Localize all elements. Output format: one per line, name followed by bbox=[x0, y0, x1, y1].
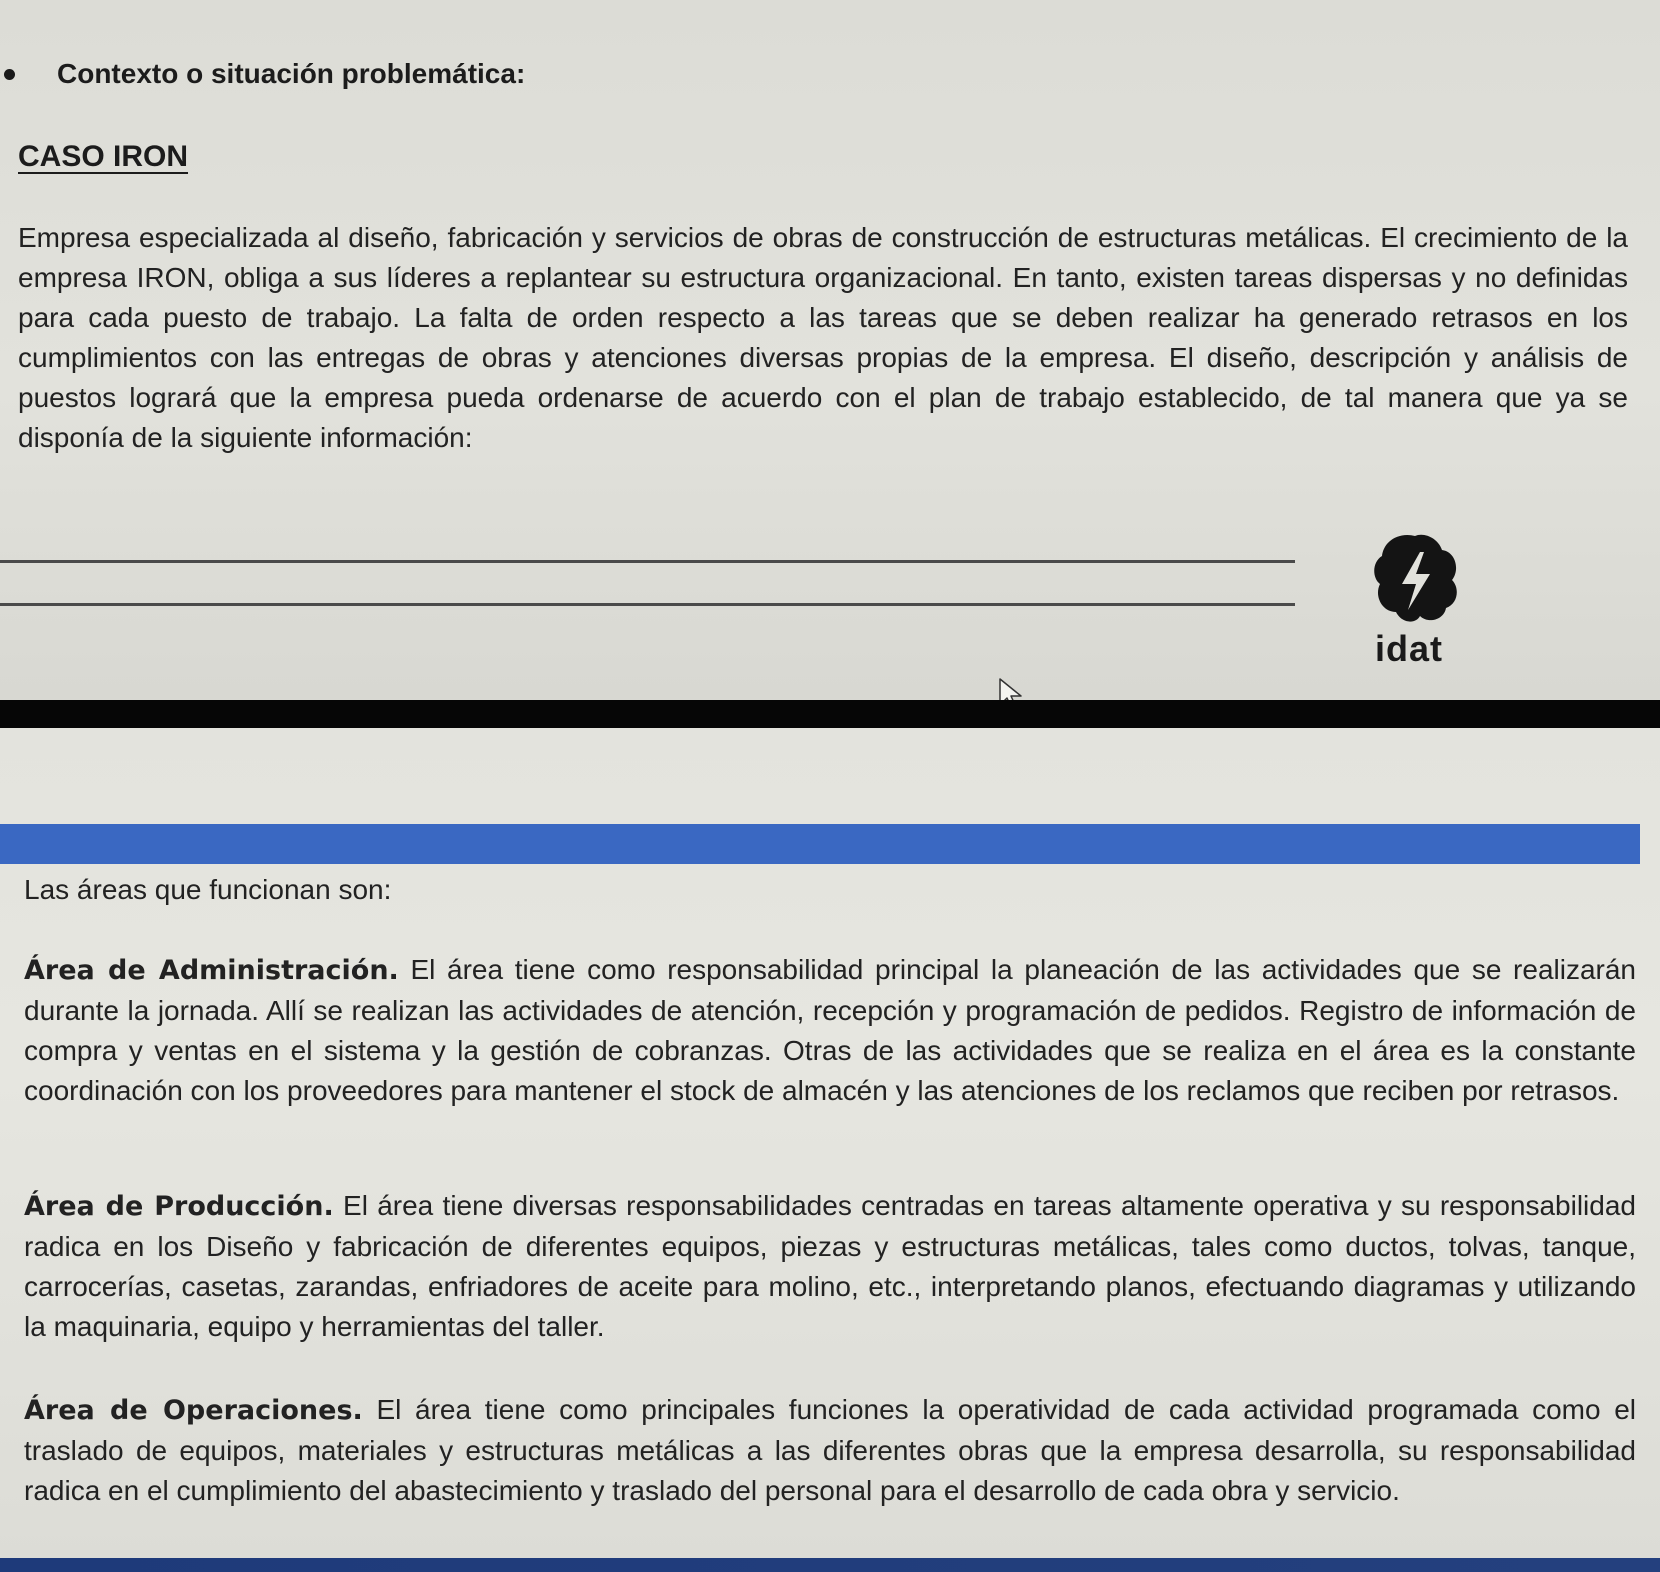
screen-bezel bbox=[0, 700, 1660, 728]
logo-text: idat bbox=[1375, 628, 1444, 669]
context-bullet bbox=[4, 58, 525, 90]
case-title: CASO IRON bbox=[18, 140, 189, 173]
area-production-title: Área de Producción. bbox=[24, 1191, 334, 1222]
divider-line bbox=[0, 603, 1295, 606]
area-admin-title: Área de Administración. bbox=[24, 955, 399, 986]
document-page-top bbox=[0, 0, 1660, 700]
area-production-paragraph bbox=[24, 1186, 1636, 1347]
document-page-bottom bbox=[0, 728, 1660, 1572]
intro-paragraph: Empresa especializada al diseño, fabricación y servicios de obras de construcción de estructuras metálicas. El crecimiento de la empresa IRON, obliga a sus líderes a replantear su estructura organizacional. En tanto, existen tareas dispersas y no definidas para cada puesto de trabajo. La falta de orden respecto a las tareas que se deben realizar ha generado retrasos en los cumplimientos con las entregas de obras y atenciones diversas propias de la empresa. El diseño, descripción y análisis de puestos logrará que la empresa pueda ordenarse de acuerdo con el plan de trabajo establecido, de tal manera que ya se disponía de la siguiente información: bbox=[18, 222, 1628, 453]
area-admin-paragraph bbox=[24, 950, 1636, 1111]
areas-intro: Las áreas que funcionan son: bbox=[24, 874, 392, 905]
brain-lightning-icon bbox=[1370, 530, 1460, 630]
area-production-description: El área tiene diversas responsabilidades centradas en tareas altamente operativa y su responsabilidad radica en los Diseño y fabricación de diferentes equipos, piezas y estructuras metálicas, tales como ductos, tolvas, tanque, carrocerías, casetas, zarandas, enfriadores de aceite para molino, etc., interpretando planos, efectuando diagramas y utilizando la maquinaria, equipo y herramientas del taller. bbox=[24, 1190, 1636, 1342]
area-admin-description: El área tiene como responsabilidad principal la planeación de las actividades que se realizarán durante la jornada. Allí se realizan las actividades de atención, recepción y programación de pedidos. Registro de información de compra y ventas en el sistema y la gestión de cobranzas. Otras de las actividades que se realiza en el área es la constante coordinación con los proveedores para mantener el stock de almacén y las atenciones de los reclamos que reciben por retrasos. bbox=[24, 954, 1636, 1106]
header-band bbox=[0, 824, 1640, 864]
area-operations-description: El área tiene como principales funciones la operatividad de cada actividad programada como el traslado de equipos, materiales y estructuras metálicas a las diferentes obras que la empresa desarrolla, su responsabilidad radica en el cumplimiento del abastecimiento y traslado del personal para el desarrollo de cada obra y servicio. bbox=[24, 1394, 1637, 1506]
area-operations-paragraph bbox=[24, 1390, 1636, 1511]
bullet-dot bbox=[4, 69, 15, 80]
screen-bottom-edge bbox=[0, 1558, 1660, 1572]
area-operations-title: Área de Operaciones. bbox=[24, 1395, 363, 1426]
context-heading: Contexto o situación problemática: bbox=[57, 58, 526, 89]
divider-line bbox=[0, 560, 1295, 563]
